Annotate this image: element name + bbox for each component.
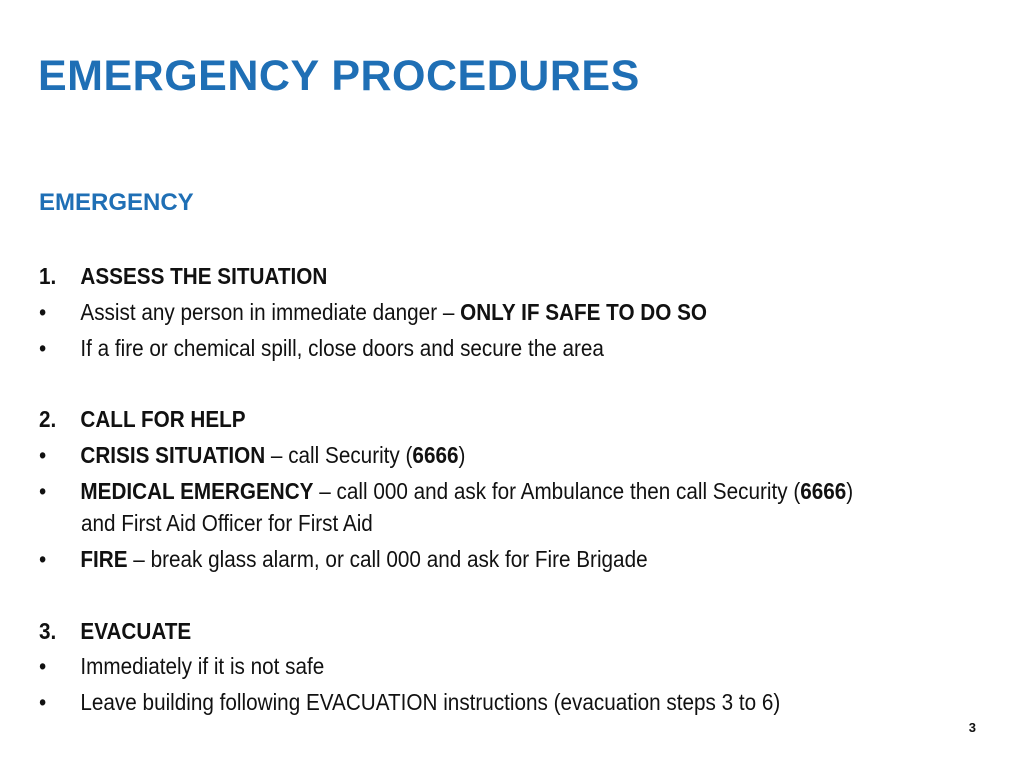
- phone-number: 6666: [412, 442, 459, 468]
- list-item: [39, 440, 465, 470]
- bullet-bold-lead: FIRE: [80, 546, 128, 572]
- bullet-icon: •: [39, 653, 47, 679]
- section-title: EVACUATE: [80, 618, 192, 644]
- bullet-bold-lead: CRISIS SITUATION: [80, 442, 266, 468]
- section-title: CALL FOR HELP: [80, 406, 246, 432]
- bullet-text: – call 000 and ask for Ambulance then call Security (: [313, 478, 801, 504]
- bullet-text: If a fire or chemical spill, close doors and secure the area: [80, 335, 604, 361]
- bullet-bold-lead: MEDICAL EMERGENCY: [80, 478, 314, 504]
- bullet-text: – call Security (: [265, 442, 413, 468]
- bullet-continuation: and First Aid Officer for First Aid: [81, 510, 373, 536]
- bullet-icon: •: [39, 546, 47, 572]
- section-number: 3.: [39, 618, 57, 644]
- bullet-text: – break glass alarm, or call 000 and ask for Fire Brigade: [127, 546, 648, 572]
- section-1-heading: [39, 261, 327, 291]
- section-number: 1.: [39, 263, 57, 289]
- bullet-icon: •: [39, 442, 47, 468]
- section-number: 2.: [39, 406, 57, 432]
- list-item: [39, 687, 780, 717]
- list-item: [39, 476, 853, 506]
- section-2-heading: [39, 404, 246, 434]
- list-item: [39, 544, 648, 574]
- bullet-text-end: ): [846, 478, 854, 504]
- subheading: EMERGENCY: [39, 189, 194, 216]
- bullet-icon: •: [39, 299, 47, 325]
- list-item: [39, 297, 707, 327]
- bullet-icon: •: [39, 478, 47, 504]
- bullet-icon: •: [39, 335, 47, 361]
- bullet-text: Leave building following EVACUATION instructions (evacuation steps 3 to 6): [80, 689, 781, 715]
- bullet-text-end: ): [458, 442, 466, 468]
- list-item: [39, 651, 324, 681]
- page-number: 3: [968, 720, 976, 735]
- slide-title: EMERGENCY PROCEDURES: [38, 52, 640, 100]
- phone-number: 6666: [800, 478, 847, 504]
- list-item: [39, 333, 604, 363]
- section-3-heading: [39, 616, 191, 646]
- bullet-text: Immediately if it is not safe: [80, 653, 325, 679]
- bullet-icon: •: [39, 689, 47, 715]
- bullet-bold-text: ONLY IF SAFE TO DO SO: [460, 299, 708, 325]
- section-title: ASSESS THE SITUATION: [80, 263, 328, 289]
- bullet-text: Assist any person in immediate danger –: [80, 299, 461, 325]
